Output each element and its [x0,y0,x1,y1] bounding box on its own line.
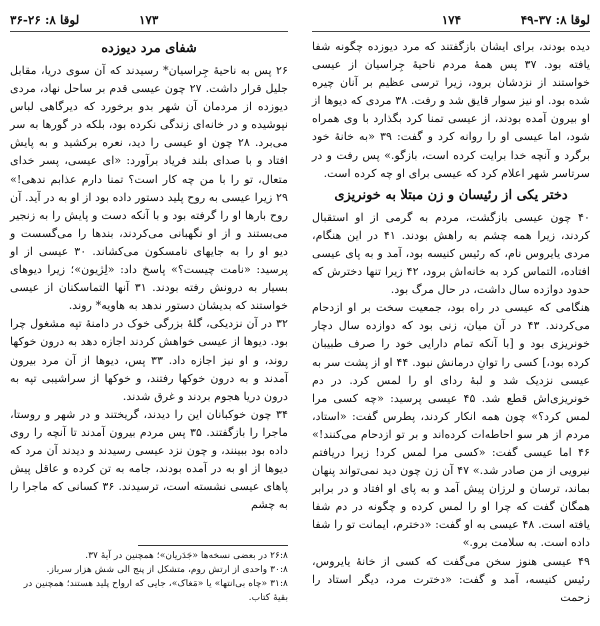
paragraph: ۴۰ چون عیسی بازگشت، مردم به گرمی از او استقبال کردند، زیرا همه چشم به راهش بودند. ۴۱ در این هنگام، مردی یایروس نام، که رئیس کنیسه بود، آمد و به پای عیسی افتاده، التماس کرد به خانه‌اش برود، ۴۲ زیرا تنها دخترش که حدود دوازده سال داشت، در حال مرگ بود. [312,210,590,297]
paragraph: ۳۲ در آن نزدیکی، گلهٔ بزرگی خوک در دامنهٔ تپه مشغول چرا بود. دیوها از عیسی خواهش کردند اجازه دهد به درون خوکها روند، و او نیز اجازه داد. ۳۳ پس، دیوها از آن مرد بیرون آمدند و به درون خوکها رفتند، و خوکها از سراشیبی تپه به درون دریا هجوم بردند و غرق شدند. [10,317,288,403]
left-page-number: ۱۷۳ [138,13,159,27]
left-column-text [10,38,288,514]
footnote-divider [138,545,288,546]
footnotes [10,545,288,605]
paragraph: ۴۹ عیسی هنوز سخن می‌گفت که کسی از خانهٔ یایروس، رئیس کنیسه، آمد و گفت: «دخترت مرد، دیگر استاد را زحمت [312,554,590,604]
right-page-number: ۱۷۴ [441,13,462,27]
paragraph: هنگامی که عیسی در راه بود، جمعیت سخت بر او ازدحام می‌کردند. ۴۳ در آن میان، زنی بود که دوازده سال دچار خونریزی بود و [با آنکه تمام دارایی خود را صرف طبیبان کرده بود،] کسی را توانِ درمانش نبود. ۴۴ او از پشت سر به عیسی نزدیک شد و لبهٔ ردای او را لمس کرد. در دم خونریزی‌اش قطع شد. ۴۵ عیسی پرسید: «چه کسی مرا لمس کرد؟» چون همه انکار کردند، پطرس گفت: «استاد، مردم از هر سو احاطه‌ات کرده‌اند و بر تو ازدحام می‌کنند!» ۴۶ اما عیسی گفت: «کسی مرا لمس کرد! زیرا دریافتم نیرویی از من صادر شد.» ۴۷ آن زن چون دید نمی‌تواند پنهان بماند، ترسان و لرزان پیش آمد و به پای او افتاد و در برابر همگان گفت که چرا او را لمس کرده و چگونه در دم شفا یافته است. ۴۸ عیسی به او گفت: «دخترم، ایمانت تو را شفا داده است. به سلامت برو.» [312,301,591,550]
right-column-text [312,38,590,607]
right-header-reference: لوقا ۸: ۳۷-۴۹ [520,13,590,27]
left-header-reference: لوقا ۸: ۲۶-۳۶ [10,13,80,27]
right-page-header [312,12,590,32]
paragraph: دیده بودند، برای ایشان بازگفتند که مرد دیوزده چگونه شفا یافته بود. ۳۷ پس همهٔ مردم ناحیهٔ جِراسیان از عیسی خواستند از نزدشان برود، زیرا ترسی عظیم بر آنان چیره شده بود. او نیز سوار قایق شد و رفت. ۳۸ مردی که دیوها از او بیرون آمده بودند، از عیسی تمنا کرد بگذارد با وی همراه شود، اما عیسی او را روانه کرد و گفت: ۳۹ «به خانهٔ خود برگرد و آنچه خدا برایت کرده است، بازگو.» پس رفت و در سرتاسر شهر اعلام کرد که عیسی برای او چه کرده است. [312,40,590,180]
footnote: ۲۶:۸ در بعضی نسخه‌ها «جَدَریان»؛ همچنین در آیهٔ ۳۷. [85,550,288,561]
right-page [300,0,600,626]
left-page-header [10,12,288,32]
paragraph: ۳۴ چون خوکبانان این را دیدند، گریختند و در شهر و روستا، ماجرا را بازگفتند. ۳۵ پس مردم بیرون آمدند تا آنچه را روی داده بود ببینند، و چون نزد عیسی رسیدند و دیدند آن مرد که دیوها از او به در آمده بودند، جامه به تن کرده و عاقل پیش پاهای عیسی نشسته است، ترسیدند. ۳۶ کسانی که ماجرا را به چشم [10,407,289,512]
section-heading-left: شفای مرد دیوزده [101,41,197,56]
section-heading-right: دختر یکی از رئیسان و زن مبتلا به خونریزی [334,187,568,203]
footnote: ۳۱:۸ «چاه بی‌انتها» یا «مَغاک»، جایی که ارواح پلید هستند؛ همچنین در بقیهٔ کتاب. [23,578,288,603]
paragraph: ۲۶ پس به ناحیهٔ جِراسیان* رسیدند که آن سوی دریا، مقابل جلیل قرار داشت. ۲۷ چون عیسی قدم بر ساحل نهاد، مردی دیوزده از مردمان آن شهر بدو برخورد که دیرگاهی لباس نپوشیده و در خانه‌ای زندگی نکرده بود، بلکه در گورها به سر می‌برد. ۲۸ چون او عیسی را دید، نعره برکشید و به پایش افتاد و با صدای بلند فریاد برآورد: «ای عیسی، پسر خدای متعال، تو را با من چه کار است؟ تمنا دارم عذابم ندهی!» ۲۹ زیرا عیسی به روح پلید دستور داده بود از او به در آید. آن روح بارها او را گرفته بود و با آنکه دست و پایش را به زنجیر می‌بستند و از او نگهبانی می‌کردند، بندها را می‌گسست و دیو او را به جایهای نامسکون می‌کشاند. ۳۰ عیسی از او پرسید: «نامت چیست؟» پاسخ داد: «لِژیون»؛ زیرا دیوهای بسیار به درونش رفته بودند. ۳۱ آنها التماسکنان از عیسی خواستند که بدیشان دستور ندهد به هاویه* روند. [10,64,289,313]
footnote: ۳۰:۸ واحدی از ارتش روم، متشکل از پنج الی شش هزار سرباز. [46,564,288,575]
